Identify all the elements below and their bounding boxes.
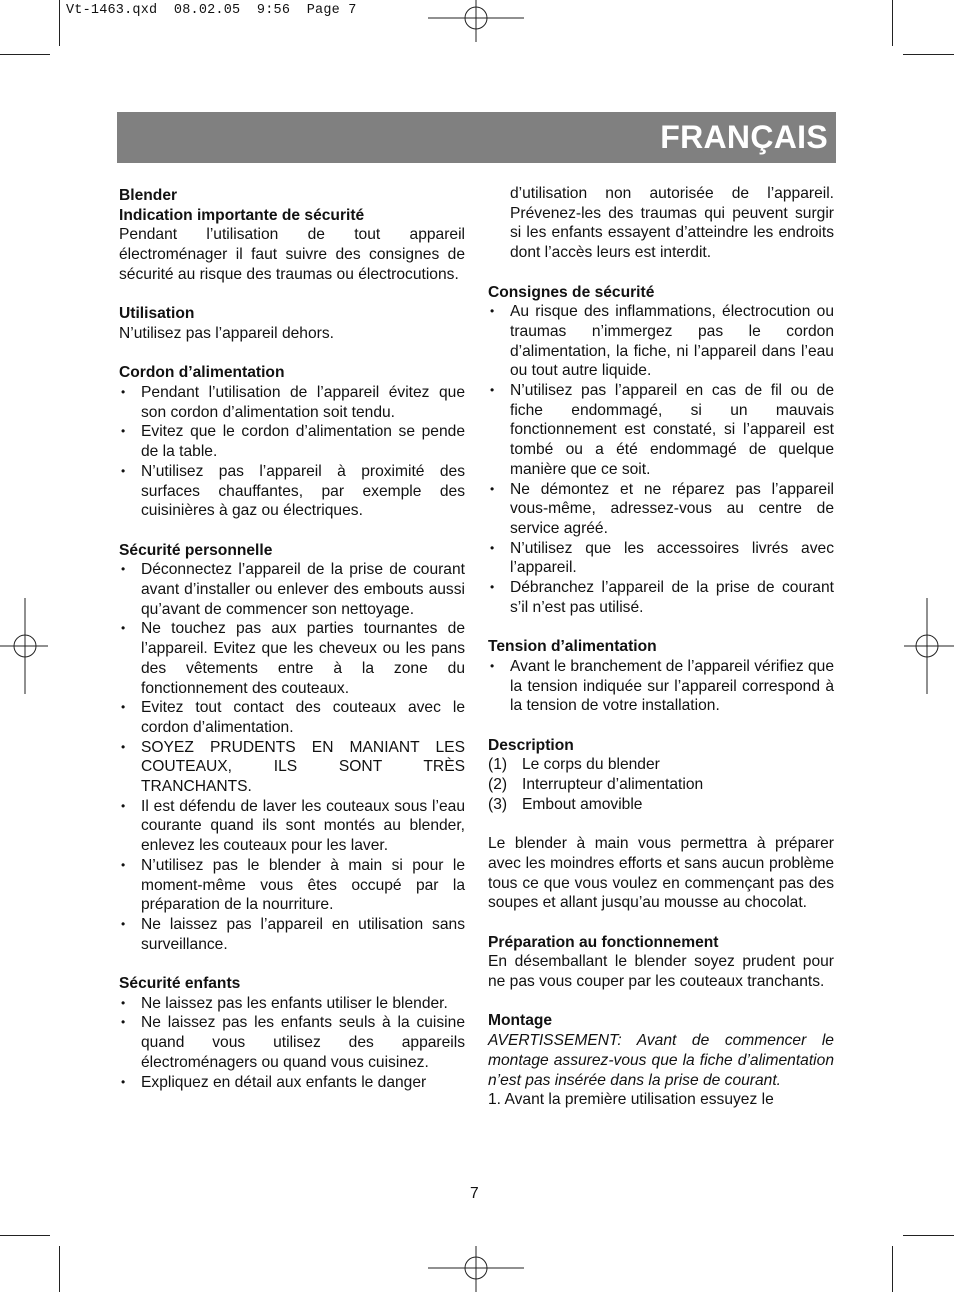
registration-mark xyxy=(0,598,48,694)
list-item: • Au risque des inflammations, électrocution ou traumas n’immergez pas le cordon d’alimentation, la fiche, ni l’appareil dans l’eau ou tout autre liquide. xyxy=(488,302,834,381)
section-title: Préparation au fonctionnement xyxy=(488,933,719,951)
item-number: (3) xyxy=(488,795,508,813)
list-item xyxy=(488,795,834,815)
bullet-list xyxy=(119,994,465,1093)
crop-mark xyxy=(892,1246,893,1292)
page-number: 7 xyxy=(470,1185,479,1202)
paragraph: Pendant l’utilisation de tout appareil électroménager il faut suivre des consignes de sécurité au risque des traumas ou électrocutions. xyxy=(119,226,465,283)
list-item: • Pendant l’utilisation de l’appareil évitez que son cordon d’alimentation soit tendu. xyxy=(119,383,465,422)
list-item: • N’utilisez que les accessoires livrés avec l’appareil. xyxy=(488,539,834,578)
list-item: • Ne touchez pas aux parties tournantes de l’appareil. Evitez que les cheveux ou les pans des vêtements entre à la zone du fonctionnement des couteaux. xyxy=(119,619,465,698)
list-item: • Ne démontez et ne réparez pas l’appareil vous-même, adressez-vous au centre de service agréé. xyxy=(488,480,834,539)
crop-mark xyxy=(903,54,954,55)
item-number: (1) xyxy=(488,756,508,774)
section-title: Sécurité enfants xyxy=(119,975,241,993)
right-column xyxy=(488,184,834,1110)
item-text: Interrupteur d’alimentation xyxy=(522,776,704,794)
list-item: • Avant le branchement de l’appareil vérifiez que la tension indiquée sur l’appareil correspond à la tension de votre installation. xyxy=(488,657,834,716)
numbered-list xyxy=(488,755,834,814)
bullet-list xyxy=(488,657,834,716)
section-title: Consignes de sécurité xyxy=(488,283,655,301)
paragraph: 1. Avant la première utilisation essuyez le xyxy=(488,1091,774,1109)
section-title: Description xyxy=(488,736,574,754)
list-item xyxy=(488,755,834,775)
registration-mark xyxy=(904,598,954,694)
bullet-list xyxy=(119,560,465,954)
list-item: • Evitez que le cordon d’alimentation se pende de la table. xyxy=(119,422,465,461)
list-item: • Il est défendu de laver les couteaux sous l’eau courante quand ils sont montés au blender, enlevez les couteaux pour les laver. xyxy=(119,797,465,856)
page-title: FRANÇAIS xyxy=(660,119,828,155)
paragraph: N’utilisez pas l’appareil dehors. xyxy=(119,324,334,342)
crop-mark xyxy=(892,0,893,46)
section-title: Blender xyxy=(119,187,178,204)
left-column xyxy=(119,186,465,1092)
paragraph: Le blender à main vous permettra à préparer avec les moindres efforts et sans aucun problème tous ce que vous voulez en commençant pas des soupes et allant jusqu’au mousse au chocolat. xyxy=(488,835,834,912)
list-item: • Ne laissez pas les enfants seuls à la cuisine quand vous utilisez des appareils électroménagers ou quand vous cuisinez. xyxy=(119,1013,465,1072)
list-item: • Déconnectez l’appareil de la prise de courant avant d’installer ou enlever des embouts aussi qu’avant de commencer son nettoyage. xyxy=(119,560,465,619)
bullet-list xyxy=(119,383,465,521)
language-header xyxy=(117,112,836,163)
list-item xyxy=(488,775,834,795)
registration-mark xyxy=(428,0,524,42)
list-item: • Evitez tout contact des couteaux avec le cordon d’alimentation. xyxy=(119,698,465,737)
section-title: Indication importante de sécurité xyxy=(119,206,365,224)
section-title: Utilisation xyxy=(119,305,195,323)
list-item: • N’utilisez pas l’appareil en cas de fil ou de fiche endommagé, si un mauvais fonctionnement est constaté, si l’appareil est tombé ou a été endommagé de quelque manière que ce soit. xyxy=(488,381,834,480)
paragraph: d’utilisation non autorisée de l’appareil. Prévenez-les des traumas qui peuvent surgir si les enfants essayent d’atteindre les endroits dont l’accès leurs est interdit. xyxy=(510,185,834,262)
crop-mark xyxy=(0,54,50,55)
bullet-list xyxy=(488,302,834,617)
paragraph: En désemballant le blender soyez prudent pour ne pas vous couper par les couteaux tranchants. xyxy=(488,953,834,991)
list-item: • Débranchez l’appareil de la prise de courant s’il n’est pas utilisé. xyxy=(488,578,834,617)
section-title: Tension d’alimentation xyxy=(488,638,657,656)
warning-paragraph: AVERTISSEMENT: Avant de commencer le montage assurez-vous que la fiche d’alimentation n’est pas insérée dans la prise de courant. xyxy=(488,1032,834,1089)
list-item: • N’utilisez pas l’appareil à proximité des surfaces chauffantes, par exemple des cuisinières à gaz ou électriques. xyxy=(119,462,465,521)
item-text: Embout amovible xyxy=(522,795,643,813)
list-item: • SOYEZ PRUDENTS EN MANIANT LES COUTEAUX, ILS SONT TRÈS TRANCHANTS. xyxy=(119,738,465,797)
list-item: • N’utilisez pas le blender à main si pour le moment-même vous êtes occupé par la préparation de la nourriture. xyxy=(119,856,465,915)
section-title: Montage xyxy=(488,1012,553,1030)
crop-mark xyxy=(0,1235,50,1236)
crop-mark xyxy=(59,1246,60,1292)
print-slug: Vt-1463.qxd 08.02.05 9:56 Page 7 xyxy=(66,3,357,18)
section-title: Sécurité personnelle xyxy=(119,541,273,559)
section-title: Cordon d’alimentation xyxy=(119,364,285,382)
crop-mark xyxy=(59,0,60,46)
list-item: • Ne laissez pas l’appareil en utilisation sans surveillance. xyxy=(119,915,465,954)
crop-mark xyxy=(903,1235,954,1236)
registration-mark xyxy=(428,1246,524,1292)
item-number: (2) xyxy=(488,776,508,794)
list-item: • Ne laissez pas les enfants utiliser le blender. xyxy=(119,994,465,1014)
list-item: • Expliquez en détail aux enfants le danger xyxy=(119,1073,465,1093)
item-text: Le corps du blender xyxy=(522,756,660,774)
